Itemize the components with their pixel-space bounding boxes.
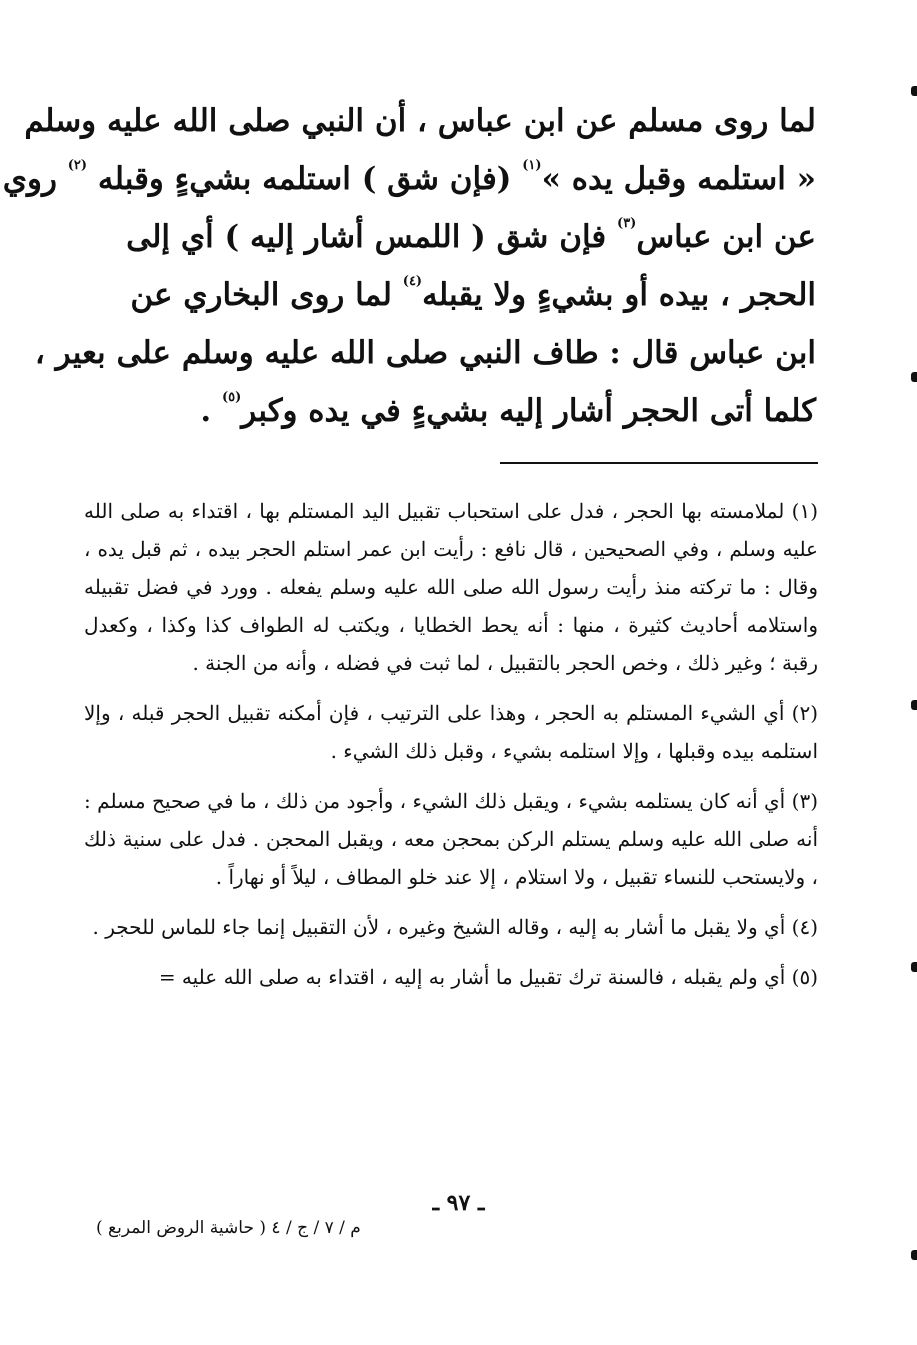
- main-line: [86, 266, 816, 324]
- text-segment: ابن عباس قال : طاف النبي صلى الله عليه وسلم على بعير ،: [34, 335, 816, 371]
- text-segment: روي: [2, 161, 68, 197]
- footnote-separator: [500, 462, 818, 464]
- page-reference: م / ٧ / ج / ٤ ( حاشية الروض المربع ): [96, 1218, 361, 1238]
- main-line: [86, 382, 816, 440]
- footnote-marker: (٥): [221, 390, 242, 405]
- text-segment: عن ابن عباس: [636, 219, 816, 255]
- text-segment: فإن شق ( اللمس أشار إليه ) أي إلى: [126, 219, 618, 255]
- footnote-1: (١) لملامسته بها الحجر ، فدل على استحباب تقبيل اليد المستلم بها ، اقتداء به صلى الله عليه وسلم ، وفي الصحيحين ، قال نافع : رأيت ابن عمر استلم الحجر بيده ، ثم قبل يده ، وقال : ما تركته منذ رأيت رسول الله صلى الله عليه وسلم يفعله . وورد في فضل تقبيله واستلامه أحاديث كثيرة ، منها : أنه يحط الخطايا ، ويكتب له الطواف كذا وكذا ، وكعدل رقبة ؛ وغير ذلك ، وخص الحجر بالتقبيل ، لما ثبت في فضله ، وأنه من الجنة .: [84, 499, 818, 675]
- text-segment: « استلمه وقبل يده »: [541, 161, 816, 197]
- main-line: [2, 150, 816, 208]
- scan-edge-mark: [911, 700, 917, 710]
- footnote-4: (٤) أي ولا يقبل ما أشار به إليه ، وقاله الشيخ وغيره ، لأن التقبيل إنما جاء للماس للحجر .: [92, 915, 818, 939]
- text-segment: لما روى البخاري عن: [130, 277, 403, 313]
- footnote-3: (٣) أي أنه كان يستلمه بشيء ، ويقبل ذلك الشيء ، وأجود من ذلك ، ما في صحيح مسلم : أنه صلى الله عليه وسلم يستلم الركن بمحجن معه ، ويقبل المحجن . فدل على سنية ذلك ، ولايستحب للنساء تقبيل ، ولا استلام ، إلا عند خلو المطاف ، ليلاً أو نهاراً .: [84, 789, 818, 889]
- scan-edge-mark: [911, 962, 917, 972]
- main-line: [86, 208, 816, 266]
- main-line: [34, 324, 816, 382]
- footnotes: [84, 492, 818, 1008]
- scan-edge-mark: [911, 372, 917, 382]
- main-text: [2, 92, 816, 440]
- text-segment: .: [200, 393, 222, 429]
- main-line: [24, 92, 816, 150]
- footnote-marker: (١): [522, 158, 542, 173]
- text-segment: كلما أتى الحجر أشار إليه بشيءٍ في يده وكبر: [241, 393, 816, 429]
- scan-edge-mark: [911, 1250, 917, 1260]
- footnote-2: (٢) أي الشيء المستلم به الحجر ، وهذا على الترتيب ، فإن أمكنه تقبيل الحجر قبله ، وإلا استلمه بيده وقبلها ، وإلا استلمه بشيء ، وقبل ذلك الشيء .: [84, 701, 818, 763]
- text-segment: (فإن شق ) استلمه بشيءٍ وقبله: [87, 161, 523, 197]
- scan-edge-mark: [911, 86, 917, 96]
- footnote-marker: (٤): [402, 274, 423, 289]
- text-segment: الحجر ، بيده أو بشيءٍ ولا يقبله: [422, 277, 816, 313]
- footnote-marker: (٣): [617, 216, 637, 231]
- footnote-5: (٥) أي ولم يقبله ، فالسنة ترك تقبيل ما أشار به إليه ، اقتداء به صلى الله عليه =: [158, 965, 818, 989]
- footnote-marker: (٢): [67, 158, 88, 173]
- text-segment: لما روى مسلم عن ابن عباس ، أن النبي صلى الله عليه وسلم: [24, 103, 816, 139]
- page-number: ـ ٩٧ ـ: [432, 1190, 485, 1216]
